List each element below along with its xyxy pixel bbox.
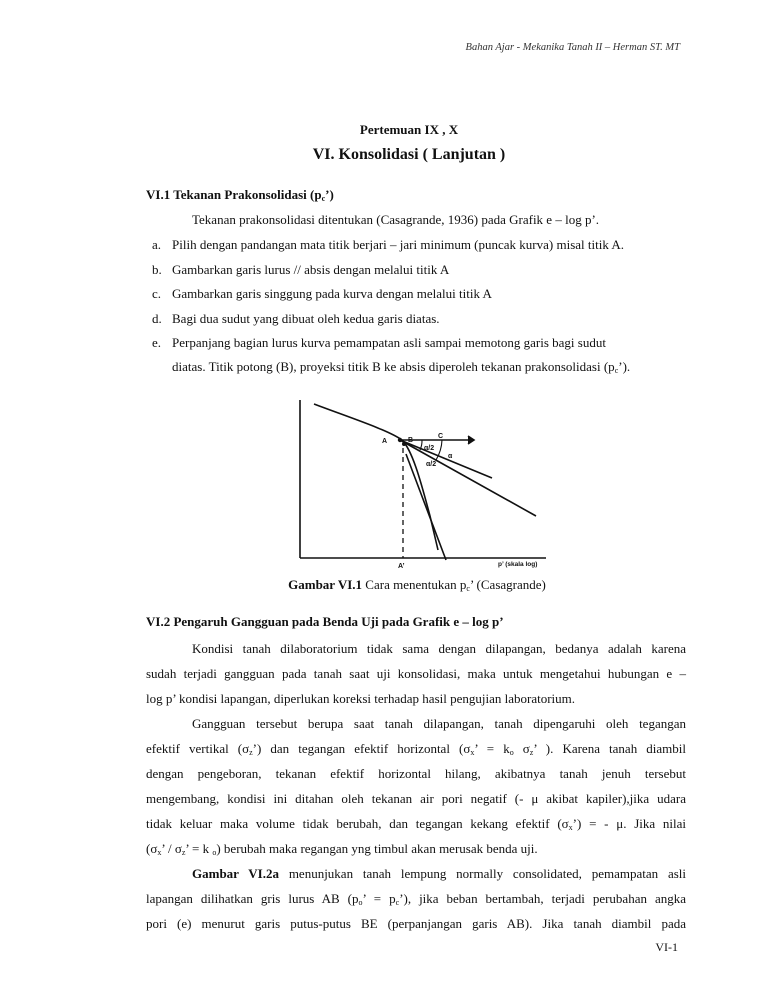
figure-caption: Gambar VI.1 Cara menentukan $p_c$’ (Casagrande) (288, 577, 546, 593)
paragraph-line: efektif vertikal $(\sigma_z’)$ dan tegangan efektif horizontal ($\sigma_x$’ = $k_o$ $\sigma_z$’ ). Karena tanah diambil (146, 741, 686, 757)
label-alpha: α (448, 453, 453, 460)
paragraph-line: dengan pengeboran, tekanan efektif horizontal hilang, akibatnya tanah jenuh tersebut (146, 766, 686, 781)
running-header: Bahan Ajar - Mekanika Tanah II – Herman ST. MT (465, 42, 680, 53)
list-item: d. Bagi dua sudut yang dibuat oleh kedua garis diatas. (152, 311, 440, 326)
label-b: B (408, 437, 414, 444)
paragraph-line: Gambar VI.2a menunjukan tanah lempung normally consolidated, pemampatan asli (192, 866, 686, 881)
extension-line (406, 454, 446, 560)
section-heading-1: VI.1 Tekanan Prakonsolidasi $(p_c’)$ (146, 187, 334, 203)
paragraph-line: sudah terjadi gangguan pada tanah saat uji konsolidasi, maka untuk mengetahui hubungan e – (146, 666, 686, 681)
paragraph-line: tidak keluar maka volume tidak berubah, dan tegangan kekang efektif $(\sigma_x’)$ = - μ. Jika nilai (146, 816, 686, 832)
paragraph-line: Gangguan tersebut berupa saat tanah dilapangan, tanah dipengaruhi oleh tegangan (192, 716, 686, 731)
label-c: C (438, 433, 444, 440)
point-a-marker (398, 438, 402, 442)
list-item-continuation: diatas. Titik potong (B), proyeksi titik B ke absis diperoleh tekanan prakonsolidasi $(p_c’)$. (172, 359, 631, 375)
paragraph-line: pori (e) menurut garis putus-putus BE (perpanjangan garis AB). Jika tanah diambil pada (146, 916, 686, 931)
point-b-marker (402, 442, 406, 446)
label-a-prime: A’ (398, 563, 405, 570)
meeting-title: Pertemuan IX , X (359, 122, 459, 137)
tangent-line (400, 440, 536, 516)
label-axis: p’ (skala log) (498, 561, 538, 568)
label-alpha-half-top: α/2 (424, 445, 435, 452)
arrow-head (468, 436, 474, 444)
paragraph-intro: Tekanan prakonsolidasi ditentukan (Casagrande, 1936) pada Grafik e – log p’. (192, 212, 600, 227)
paragraph-line: Kondisi tanah dilaboratorium tidak sama dengan dilapangan, bedanya adalah karena (192, 641, 686, 656)
paragraph-line: lapangan dilihatkan gris lurus AB ($p_o$’ = $p_c$’), jika beban bertambah, terjadi perubahan angka (146, 891, 686, 907)
label-a: A (382, 438, 388, 445)
list-item: c. Gambarkan garis singgung pada kurva dengan melalui titik A (152, 286, 492, 301)
list-item: b. Gambarkan garis lurus // absis dengan melalui titik A (152, 262, 450, 277)
paragraph-line: log p’ kondisi lapangan, diperlukan koreksi terhadap hasil pengujian laboratorium. (146, 691, 576, 706)
label-alpha-half-bottom: α/2 (426, 461, 437, 468)
paragraph-line: ($\sigma_x$’ / $\sigma_z$’ = k $_o$) berubah maka regangan yng timbul akan merusak benda uji. (146, 841, 538, 857)
page-number: VI-1 (655, 940, 678, 954)
chapter-title: VI. Konsolidasi ( Lanjutan ) (312, 146, 506, 163)
paragraph-line: mengembang, kondisi ini ditahan oleh tekanan air pori negatif (- μ akibat kapiler),jika udara (146, 791, 686, 806)
list-item: a. Pilih dengan pandangan mata titik berjari – jari minimum (puncak kurva) misal titik A. (152, 237, 625, 252)
bisector-line (400, 440, 492, 478)
casagrande-figure (296, 398, 592, 570)
section-heading-2: VI.2 Pengaruh Gangguan pada Benda Uji pada Grafik e – log p’ (146, 614, 504, 629)
e-log-p-curve (314, 404, 438, 550)
list-item: e. Perpanjang bagian lurus kurva pemampatan asli sampai memotong garis bagi sudut (152, 335, 606, 350)
